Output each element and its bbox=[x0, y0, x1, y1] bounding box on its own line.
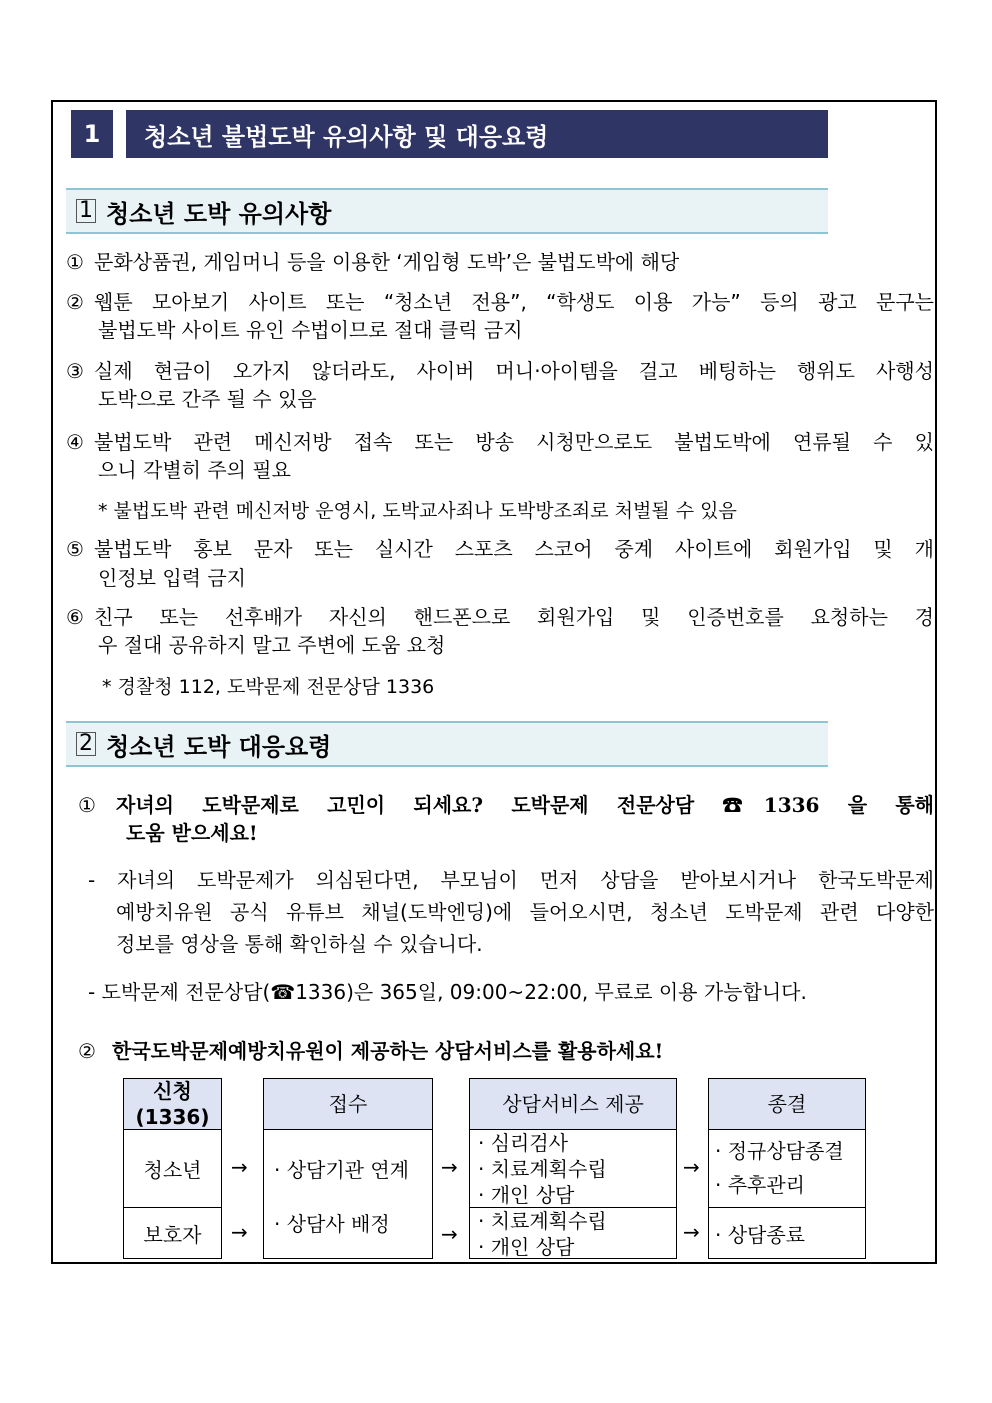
caution-marker: ① bbox=[66, 250, 84, 274]
caution-item-3 bbox=[66, 357, 934, 385]
flow-end-entry: · 추후관리 bbox=[715, 1173, 805, 1197]
caution-marker: ④ bbox=[66, 430, 84, 454]
caution-item-1 bbox=[66, 248, 934, 276]
flow-header-receive: 접수 bbox=[263, 1078, 433, 1130]
flow-end-entry: · 정규상담종결 bbox=[715, 1139, 844, 1163]
subsection-header-cautions bbox=[66, 188, 828, 234]
flow-end-guardian bbox=[708, 1207, 866, 1259]
response-heading: 한국도박문제예방치유원이 제공하는 상담서비스를 활용하세요! bbox=[112, 1039, 664, 1063]
caution-item-4 bbox=[66, 428, 934, 456]
caution-text-cont: 불법도박 사이트 유인 수법이므로 절대 클릭 금지 bbox=[98, 318, 523, 342]
caution-item-5 bbox=[66, 535, 934, 563]
caution-marker: ② bbox=[66, 290, 84, 314]
flow-end-entry: · 상담종료 bbox=[715, 1222, 805, 1247]
caution-marker: ⑤ bbox=[66, 537, 84, 561]
caution-marker: ③ bbox=[66, 359, 84, 383]
note-penalty: * 불법도박 관련 메신저방 운영시, 도박교사죄나 도박방조죄로 처벌될 수 있음 bbox=[98, 500, 737, 522]
flow-header-end: 종결 bbox=[708, 1078, 866, 1130]
caution-marker: ⑥ bbox=[66, 605, 84, 629]
caution-text: 실제 현금이 오가지 않더라도, 사이버 머니·아이템을 걸고 베팅하는 행위도 사행성 bbox=[94, 359, 934, 383]
caution-text-cont: 인정보 입력 금지 bbox=[98, 566, 246, 590]
caution-text: 문화상품권, 게임머니 등을 이용한 ‘게임형 도박’은 불법도박에 해당 bbox=[94, 250, 680, 274]
caution-item-2 bbox=[66, 288, 934, 316]
flow-receive-box bbox=[263, 1129, 433, 1259]
response-detail-1: - 자녀의 도박문제가 의심된다면, 부모님이 먼저 상담을 받아보시거나 한국도박문제 bbox=[88, 868, 934, 892]
flow-header-apply: 신청 (1336) bbox=[123, 1078, 222, 1130]
flow-applicant-youth: 청소년 bbox=[123, 1129, 222, 1208]
flow-arrow: → bbox=[683, 1220, 700, 1244]
caution-item-6 bbox=[66, 603, 934, 631]
flow-service-entry: · 개인 상담 bbox=[478, 1183, 575, 1207]
response-marker: ① bbox=[78, 793, 96, 817]
subsection-title: 청소년 도박 대응요령 bbox=[106, 732, 332, 761]
flow-service-youth bbox=[469, 1129, 677, 1208]
flow-header-service: 상담서비스 제공 bbox=[469, 1078, 677, 1130]
subsection-title: 청소년 도박 유의사항 bbox=[106, 199, 332, 228]
caution-text-cont: 우 절대 공유하지 말고 주변에 도움 요청 bbox=[98, 633, 446, 657]
flow-service-entry: · 개인 상담 bbox=[478, 1235, 575, 1259]
response-detail-1-cont: 예방치유원 공식 유튜브 채널(도박엔딩)에 들어오시면, 청소년 도박문제 관련 다양한 bbox=[116, 900, 934, 924]
response-heading-cont: 도움 받으세요! bbox=[126, 821, 258, 845]
caution-text: 웹툰 모아보기 사이트 또는 “청소년 전용”, “학생도 이용 가능” 등의 광고 문구는 bbox=[94, 290, 934, 314]
flow-service-entry: · 치료계획수립 bbox=[478, 1209, 607, 1233]
flow-arrow: → bbox=[441, 1222, 458, 1246]
response-marker: ② bbox=[78, 1039, 96, 1063]
flow-receive-link: · 상담기관 연계 bbox=[274, 1158, 409, 1182]
caution-text-cont: 으니 각별히 주의 필요 bbox=[98, 458, 291, 482]
flow-arrow: → bbox=[683, 1155, 700, 1179]
flow-arrow: → bbox=[231, 1220, 248, 1244]
flow-receive-assign: · 상담사 배정 bbox=[274, 1212, 390, 1236]
response-item-2 bbox=[78, 1037, 663, 1065]
flow-applicant-guardian: 보호자 bbox=[123, 1207, 222, 1259]
flow-arrow: → bbox=[231, 1155, 248, 1179]
caution-text: 친구 또는 선후배가 자신의 핸드폰으로 회원가입 및 인증번호를 요청하는 경 bbox=[94, 605, 934, 629]
caution-text: 불법도박 홍보 문자 또는 실시간 스포츠 스코어 중계 사이트에 회원가입 및 개 bbox=[94, 537, 934, 561]
subsection-number: 1 bbox=[76, 199, 96, 223]
response-item-1 bbox=[78, 791, 934, 819]
subsection-header-response bbox=[66, 721, 828, 767]
flow-service-entry: · 심리검사 bbox=[478, 1131, 568, 1155]
response-detail-1-cont: 정보를 영상을 통해 확인하실 수 있습니다. bbox=[116, 932, 483, 956]
section-title: 청소년 불법도박 유의사항 및 대응요령 bbox=[126, 110, 828, 158]
flow-arrow: → bbox=[441, 1155, 458, 1179]
flow-service-entry: · 치료계획수립 bbox=[478, 1157, 607, 1181]
section-number: 1 bbox=[71, 110, 113, 158]
caution-text: 불법도박 관련 메신저방 접속 또는 방송 시청만으로도 불법도박에 연류될 수 있 bbox=[94, 430, 934, 454]
subsection-number: 2 bbox=[76, 732, 96, 756]
note-hotline: * 경찰청 112, 도박문제 전문상담 1336 bbox=[102, 676, 435, 698]
flow-service-guardian bbox=[469, 1207, 677, 1259]
response-detail-2: - 도박문제 전문상담(☎1336)은 365일, 09:00~22:00, 무료로 이용 가능합니다. bbox=[88, 980, 807, 1004]
caution-text-cont: 도박으로 간주 될 수 있음 bbox=[98, 387, 317, 411]
flow-end-youth bbox=[708, 1129, 866, 1208]
response-heading: 자녀의 도박문제로 고민이 되세요? 도박문제 전문상담 ☎1336 을 통해 bbox=[116, 793, 934, 817]
